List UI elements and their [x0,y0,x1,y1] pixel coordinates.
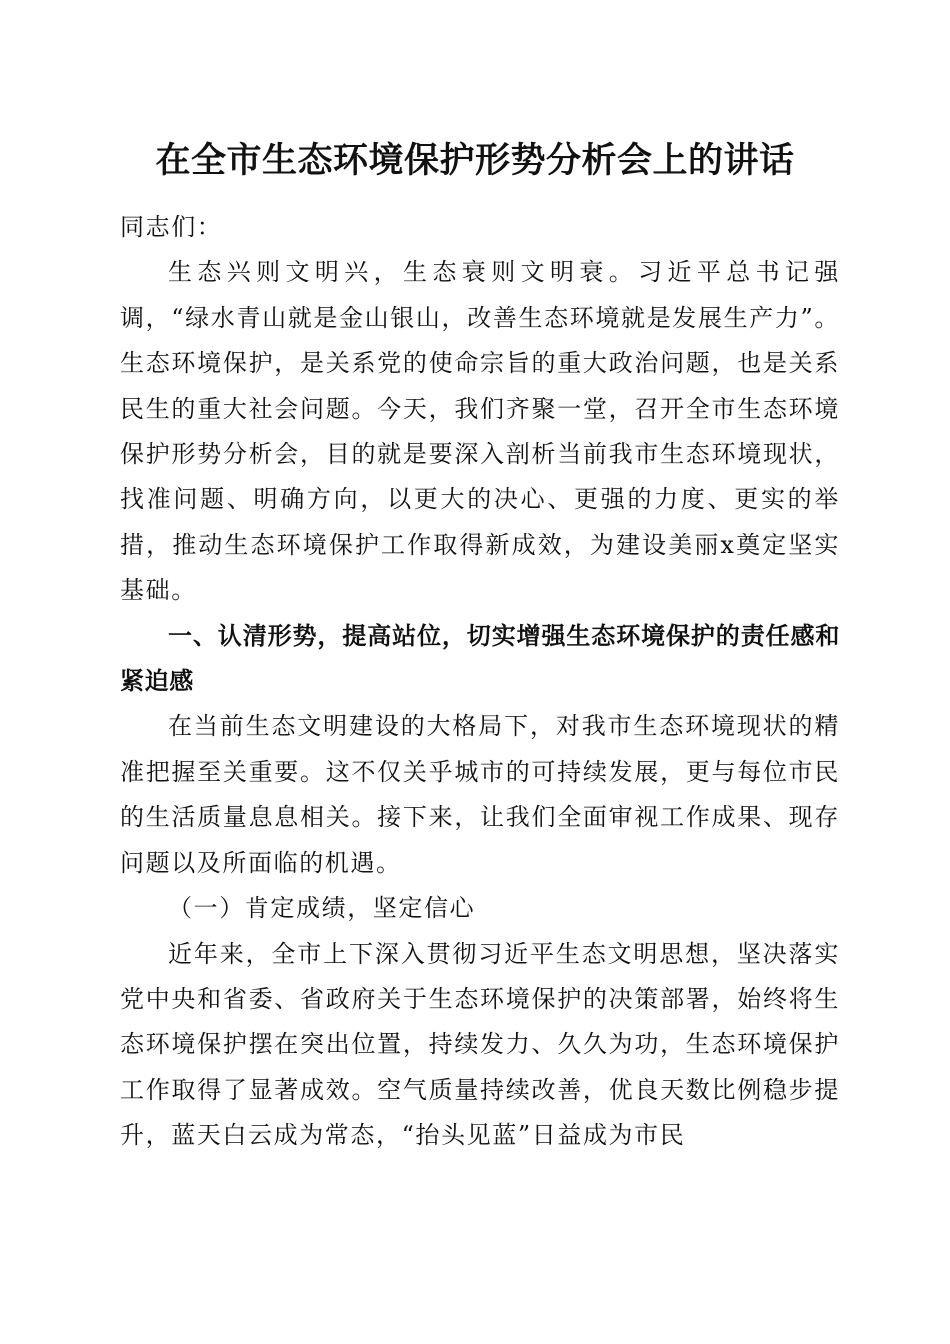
document-title: 在全市生态环境保护形势分析会上的讲话 [155,141,795,181]
paragraph-achievements: 近年来，全市上下深入贯彻习近平生态文明思想，坚决落实党中央和省委、省政府关于生态环境保护的决策部署，始终将生态环境保护摆在突出位置，持续发力、久久为功，生态环境保护工作取得了显著成效。空气质量持续改善，优良天数比例稳步提升，蓝天白云成为常态，“抬头见蓝”日益成为市民 [120,939,840,1150]
document-body [120,205,840,1159]
section-heading-1: 一、认清形势，提高站位，切实增强生态环境保护的责任感和紧迫感 [120,621,840,696]
paragraph-situation: 在当前生态文明建设的大格局下，对我市生态环境现状的精准把握至关重要。这不仅关乎城市的可持续发展，更与每位市民的生活质量息息相关。接下来，让我们全面审视工作成果、现存问题以及所面临的机遇。 [120,712,840,877]
salutation: 同志们： [120,213,223,241]
paragraph-intro: 生态兴则文明兴，生态衰则文明衰。习近平总书记强调，“绿水青山就是金山银山，改善生态环境就是发展生产力”。生态环境保护，是关系党的使命宗旨的重大政治问题，也是关系民生的重大社会问题。今天，我们齐聚一堂，召开全市生态环境保护形势分析会，目的就是要深入剖析当前我市生态环境现状，找准问题、明确方向，以更大的决心、更强的力度、更实的举措，推动生态环境保护工作取得新成效，为建设美丽x奠定坚实基础。 [120,258,840,605]
subsection-heading-1: （一）肯定成绩，坚定信心 [168,894,476,923]
